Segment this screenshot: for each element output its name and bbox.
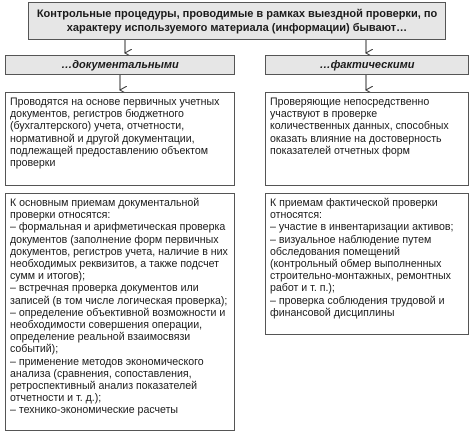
method-line: – визуальное наблюдение путем bbox=[270, 233, 432, 246]
factual-description bbox=[265, 92, 469, 186]
diagram-title bbox=[28, 2, 446, 40]
description-line: Проверяющие непосредственно bbox=[270, 96, 430, 108]
method-line: документов, регистров учета, наличие в них bbox=[10, 245, 228, 258]
method-line: – формальная и арифметическая проверка bbox=[10, 221, 226, 234]
description-line: (бухгалтерского) учета, отчетности, bbox=[10, 120, 185, 133]
description-line: подлежащей предоставлению объектом bbox=[10, 144, 209, 157]
description-line: нормативной и другой документации, bbox=[10, 132, 195, 145]
method-line: отчетности и т. д.); bbox=[10, 392, 102, 405]
method-line: записей (в том числе логическая проверка); bbox=[10, 294, 228, 307]
documentary-methods bbox=[5, 193, 235, 431]
method-line: – проверка соблюдения трудовой и bbox=[270, 294, 445, 307]
method-line: необходимых реквизитов, а также подсчет bbox=[10, 258, 219, 271]
title-line-2: характеру используемого материала (информации) бывают… bbox=[66, 22, 408, 34]
method-line: строительно-монтажных, ремонтных bbox=[270, 270, 451, 283]
description-line: проверки bbox=[10, 157, 56, 170]
description-line: оказать влияние на достоверность bbox=[270, 132, 442, 145]
method-line: проверки относятся: bbox=[10, 209, 111, 222]
factual-heading: …фактическими bbox=[265, 55, 469, 75]
description-line: участвуют в проверке bbox=[270, 108, 378, 121]
method-line: обследования помещений bbox=[270, 245, 400, 258]
method-line: – определение объективной возможности и bbox=[10, 306, 226, 319]
method-line: необходимости совершения операции, bbox=[10, 319, 203, 332]
description-line: документов, регистров бюджетного bbox=[10, 108, 184, 121]
method-line: анализа (сравнения, сопоставления, bbox=[10, 367, 192, 380]
method-line: К основным приемам документальной bbox=[10, 197, 200, 209]
documentary-heading: …документальными bbox=[5, 55, 235, 75]
method-line: сумм и итогов); bbox=[10, 270, 86, 283]
description-line: показателей отчетных форм bbox=[270, 144, 410, 157]
method-line: ретроспективный анализ показателей bbox=[10, 380, 198, 393]
description-line: количественных данных, способных bbox=[270, 120, 449, 133]
method-line: – встречная проверка документов или bbox=[10, 282, 199, 295]
method-line: документов (заполнение форм первичных bbox=[10, 233, 219, 246]
description-line: Проводятся на основе первичных учетных bbox=[10, 96, 220, 108]
method-line: – технико-экономические расчеты bbox=[10, 404, 179, 417]
method-line: финансовой дисциплины bbox=[270, 306, 395, 319]
title-line-1: Контрольные процедуры, проводимые в рамках выездной проверки, по bbox=[36, 8, 438, 20]
method-line: работ и т. п.); bbox=[270, 282, 335, 295]
method-line: определение реальной взаимосвязи bbox=[10, 331, 191, 344]
documentary-description bbox=[5, 92, 235, 186]
method-line: – применение методов экономического bbox=[10, 355, 204, 368]
method-line: относятся: bbox=[270, 209, 322, 222]
method-line: событий); bbox=[10, 343, 59, 356]
method-line: К приемам фактической проверки bbox=[270, 197, 438, 209]
factual-methods bbox=[265, 193, 469, 335]
method-line: – участие в инвентаризации активов; bbox=[270, 221, 454, 234]
method-line: (контрольный обмер выполненных bbox=[270, 258, 442, 271]
